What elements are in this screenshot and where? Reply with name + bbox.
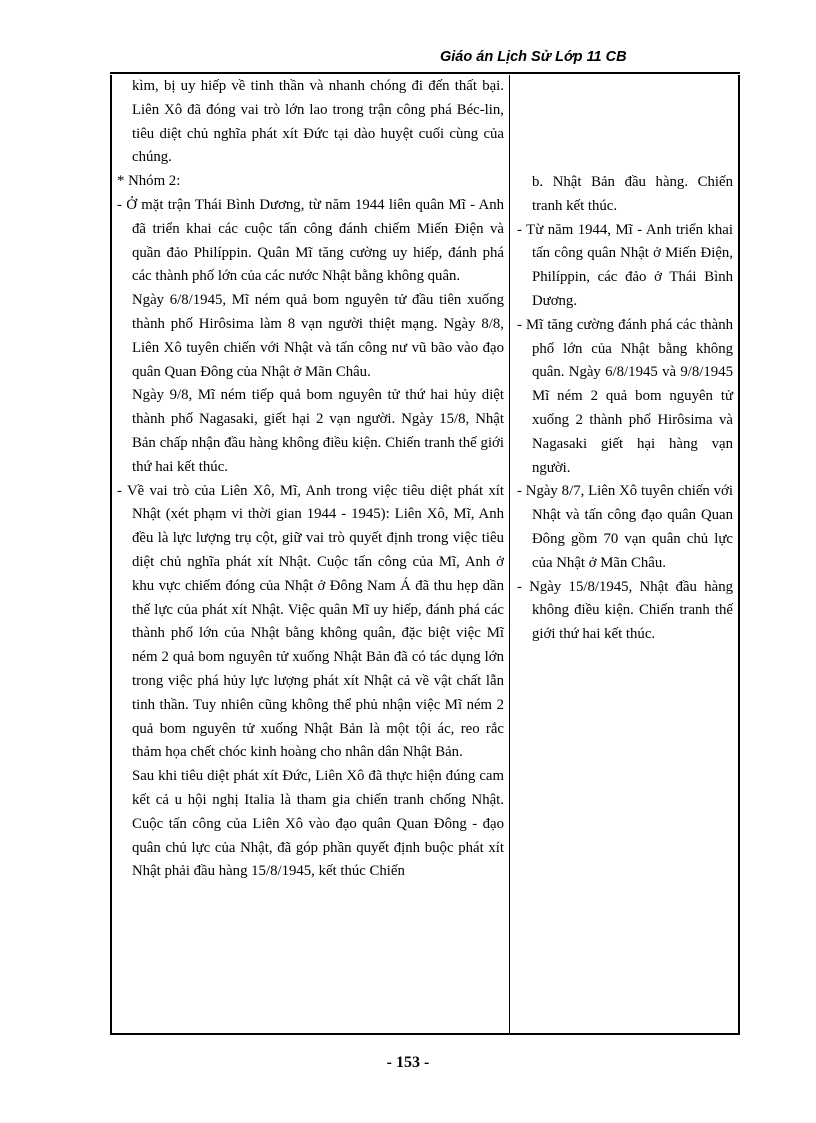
group-label: * Nhóm 2: (117, 173, 181, 190)
pacific-front-paragraph: - Ở mặt trận Thái Bình Dương, từ năm 1944 liên quân Mĩ - Anh đã triển khai các cuộc tấn công đánh chiếm Miến Điện và quần đảo Philíppin. Quân Mĩ tăng cường uy hiếp, đánh phá các thành phố lớn của các nước Nhật bằng không quân. (117, 196, 504, 285)
summary-item: - Ngày 8/7, Liên Xô tuyên chiến với Nhật và tấn công đạo quân Quan Đông gồm 70 vạn quân chủ lực của Nhật ở Mãn Châu. (517, 483, 733, 571)
second-bomb-paragraph: Ngày 9/8, Mĩ ném tiếp quả bom nguyên tử thứ hai hủy diệt thành phố Nagasaki, giết hại 2 vạn người. Ngày 15/8, Nhật Bản chấp nhận đầu hàng không điều kiện. Chiến tranh thế giới thứ hai kết thúc. (132, 387, 504, 475)
lesson-table (110, 75, 740, 1035)
header-rule (110, 72, 740, 74)
summary-item: - Từ năm 1944, Mĩ - Anh triển khai tấn công quân Nhật ở Miến Điện, Philíppin, các đảo ở Thái Bình Dương. (517, 221, 733, 309)
left-column (117, 75, 504, 884)
allied-roles-paragraph: - Về vai trò của Liên Xô, Mĩ, Anh trong việc tiêu diệt phát xít Nhật (xét phạm vi thời gian 1944 - 1945): Liên Xô, Mĩ, Anh đều là lực lượng trụ cột, giữ vai trò quyết định trong việc tiêu diệt chủ nghĩa phát xít Nhật. Cuộc tấn công của Mĩ, Anh ở khu vực chiếm đóng của Nhật ở Đông Nam Á đã thu hẹp dần thế lực của phát xít Nhật. Việc quân Mĩ uy hiếp, đánh phá các thành phố lớn của Nhật bằng không quân, đặc biệt việc Mĩ ném 2 quả bom nguyên tử xuống Nhật Bản đã có tác dụng lớn trong việc phá hủy lực lượng phát xít Nhật cả về vật chất lẫn tinh thần. Tuy nhiên cũng không thể phủ nhận việc Mĩ ném 2 quả bom nguyên tử xuống Nhật Bản là một tội ác, reo rắc thảm họa chết chóc kinh hoàng cho nhân dân Nhật Bản. (117, 482, 504, 761)
continuation-paragraph: kìm, bị uy hiếp về tinh thần và nhanh chóng đi đến thất bại. Liên Xô đã đóng vai trò lớn lao trong trận công phá Béc-lin, tiêu diệt chủ nghĩa phát xít Đức tại dào huyệt cuối cùng của chúng. (132, 78, 504, 166)
document-header: Giáo án Lịch Sử Lớp 11 CB (440, 49, 627, 65)
right-column (517, 171, 733, 647)
column-divider (509, 75, 510, 1033)
section-heading: b. Nhật Bản đầu hàng. Chiến tranh kết thúc. (532, 174, 733, 214)
page-number: - 153 - (386, 1054, 430, 1071)
soviet-role-paragraph: Sau khi tiêu diệt phát xít Đức, Liên Xô đã thực hiện đúng cam kết cả u hội nghị Italia là tham gia chiến tranh chống Nhật. Cuộc tấn công của Liên Xô vào đạo quân Quan Đông - đạo quân chủ lực của Nhật, đã góp phần quyết định buộc phát xít Nhật phải đầu hàng 15/8/1945, kết thúc Chiến (132, 768, 504, 880)
summary-item: - Mĩ tăng cường đánh phá các thành phố lớn của Nhật bằng không quân. Ngày 6/8/1945 và 9/8/1945 Mĩ ném 2 quả bom nguyên tử xuống 2 thành phố Hirôsima và Nagasaki giết hại hàng vạn người. (517, 316, 733, 476)
first-bomb-paragraph: Ngày 6/8/1945, Mĩ ném quả bom nguyên tử đầu tiên xuống thành phố Hirôsima làm 8 vạn người thiệt mạng. Ngày 8/8, Liên Xô tuyên chiến với Nhật và tấn công nư vũ bão vào đạo quân Quan Đông của Nhật ở Mãn Châu. (132, 292, 504, 380)
summary-item: - Ngày 15/8/1945, Nhật đầu hàng không điều kiện. Chiến tranh thế giới thứ hai kết thúc. (517, 578, 733, 643)
